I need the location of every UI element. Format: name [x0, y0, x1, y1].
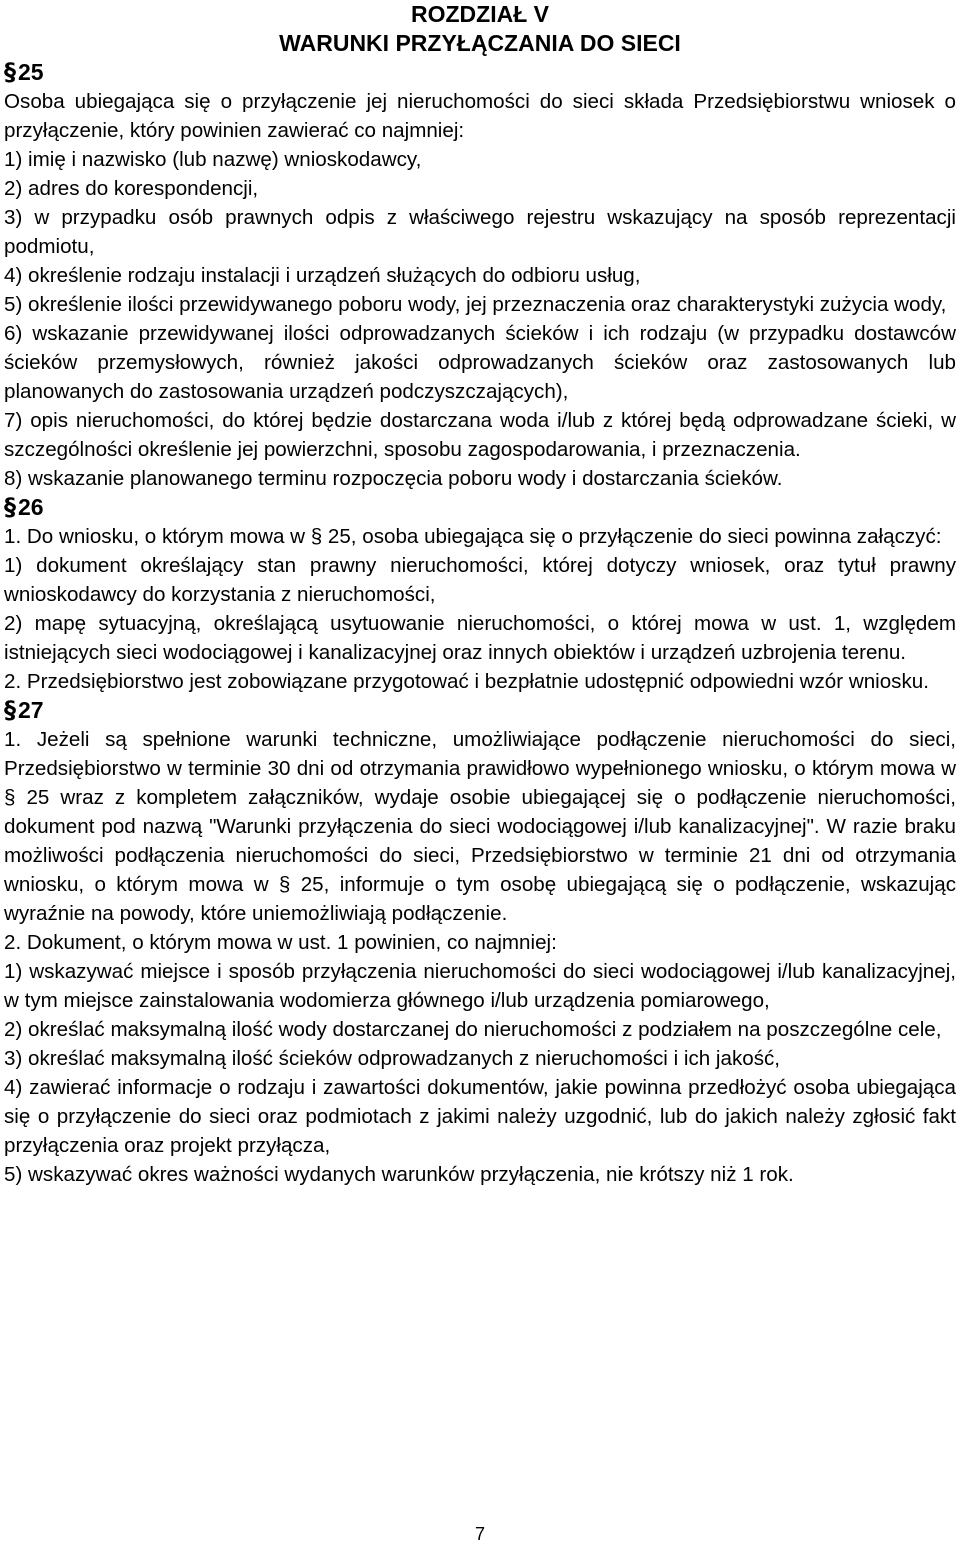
list-item: 3) w przypadku osób prawnych odpis z właściwego rejestru wskazujący na sposób reprezentacji podmiotu,: [4, 206, 956, 258]
chapter-title: ROZDZIAŁ V: [411, 1, 549, 27]
list-item: 4) określenie rodzaju instalacji i urządzeń służących do odbioru usług,: [4, 264, 641, 287]
list-item: 2) określać maksymalną ilość wody dostarczanej do nieruchomości z podziałem na poszczególne cele,: [4, 1018, 942, 1041]
chapter-subtitle: WARUNKI PRZYŁĄCZANIA DO SIECI: [279, 30, 681, 56]
document-page: [4, 0, 956, 1189]
list-item: 1) imię i nazwisko (lub nazwę) wnioskodawcy,: [4, 148, 422, 171]
list-item: 4) zawierać informacje o rodzaju i zawartości dokumentów, jakie powinna przedłożyć osoba ubiegająca się o przyłączenie do sieci oraz podmiotach z jakimi należy uzgodnić, lub do jakich należy zgłosić fakt przyłączenia oraz projekt przyłącza,: [4, 1076, 956, 1157]
section-heading: [4, 58, 956, 87]
section-intro: Osoba ubiegająca się o przyłączenie jej nieruchomości do sieci składa Przedsiębiorstwu wniosek o przyłączenie, który powinien zawierać co najmniej:: [4, 90, 956, 142]
section-paragraph: 2. Przedsiębiorstwo jest zobowiązane przygotować i bezpłatnie udostępnić odpowiedni wzór wniosku.: [4, 670, 929, 693]
section-symbol: §: [4, 58, 16, 86]
section-paragraph: 1. Jeżeli są spełnione warunki techniczne, umożliwiające podłączenie nieruchomości do sieci, Przedsiębiorstwo w terminie 30 dni od otrzymania prawidłowo wypełnionego wniosku, o którym mowa w § 25 wraz z kompletem załączników, wydaje osobie ubiegającej się o podłączenie nieruchomości, dokument pod nazwą "Warunki przyłączenia do sieci wodociągowej i/lub kanalizacyjnej". W razie braku możliwości podłączenia nieruchomości do sieci, Przedsiębiorstwo w terminie 21 dni od otrzymania wniosku, o którym mowa w § 25, informuje o tym osobę ubiegającą się o podłączenie, wskazując wyraźnie na powody, które uniemożliwiają podłączenie.: [4, 728, 956, 925]
list-item: 2) adres do korespondencji,: [4, 177, 259, 200]
page-number: 7: [474, 1524, 485, 1544]
section-number: 25: [18, 59, 44, 85]
list-item: 3) określać maksymalną ilość ścieków odprowadzanych z nieruchomości i ich jakość,: [4, 1047, 781, 1070]
list-item: 7) opis nieruchomości, do której będzie dostarczana woda i/lub z której będą odprowadzane ścieki, w szczególności określenie jej powierzchni, sposobu zagospodarowania, i przeznaczenia.: [4, 409, 956, 461]
section-26: [4, 493, 956, 696]
section-27: [4, 696, 956, 1189]
list-item: 5) określenie ilości przewidywanego poboru wody, jej przeznaczenia oraz charakterystyki zużycia wody,: [4, 293, 947, 316]
list-item: 1) wskazywać miejsce i sposób przyłączenia nieruchomości do sieci wodociągowej i/lub kanalizacyjnej, w tym miejsce zainstalowania wodomierza głównego i/lub urządzenia pomiarowego,: [4, 960, 956, 1012]
list-item: 2) mapę sytuacyjną, określającą usytuowanie nieruchomości, o której mowa w ust. 1, względem istniejących sieci wodociągowej i kanalizacyjnej oraz innych obiektów i urządzeń uzbrojenia terenu.: [4, 612, 956, 664]
section-heading: [4, 493, 956, 522]
list-item: 5) wskazywać okres ważności wydanych warunków przyłączenia, nie krótszy niż 1 rok.: [4, 1163, 794, 1186]
section-paragraph: 1. Do wniosku, o którym mowa w § 25, osoba ubiegająca się o przyłączenie do sieci powinna załączyć:: [4, 525, 942, 548]
section-paragraph: 2. Dokument, o którym mowa w ust. 1 powinien, co najmniej:: [4, 931, 557, 954]
list-item: 6) wskazanie przewidywanej ilości odprowadzanych ścieków i ich rodzaju (w przypadku dostawców ścieków przemysłowych, również jakości odprowadzanych ścieków oraz zastosowanych lub planowanych do zastosowania urządzeń podczyszczających),: [4, 322, 956, 403]
section-symbol: §: [4, 493, 16, 521]
list-item: 8) wskazanie planowanego terminu rozpoczęcia poboru wody i dostarczania ścieków.: [4, 467, 783, 490]
section-heading: [4, 696, 956, 725]
section-symbol: §: [4, 696, 16, 724]
section-25: [4, 58, 956, 493]
section-number: 27: [18, 697, 44, 723]
list-item: 1) dokument określający stan prawny nieruchomości, której dotyczy wniosek, oraz tytuł prawny wnioskodawcy do korzystania z nieruchomości,: [4, 554, 956, 606]
section-number: 26: [18, 494, 44, 520]
